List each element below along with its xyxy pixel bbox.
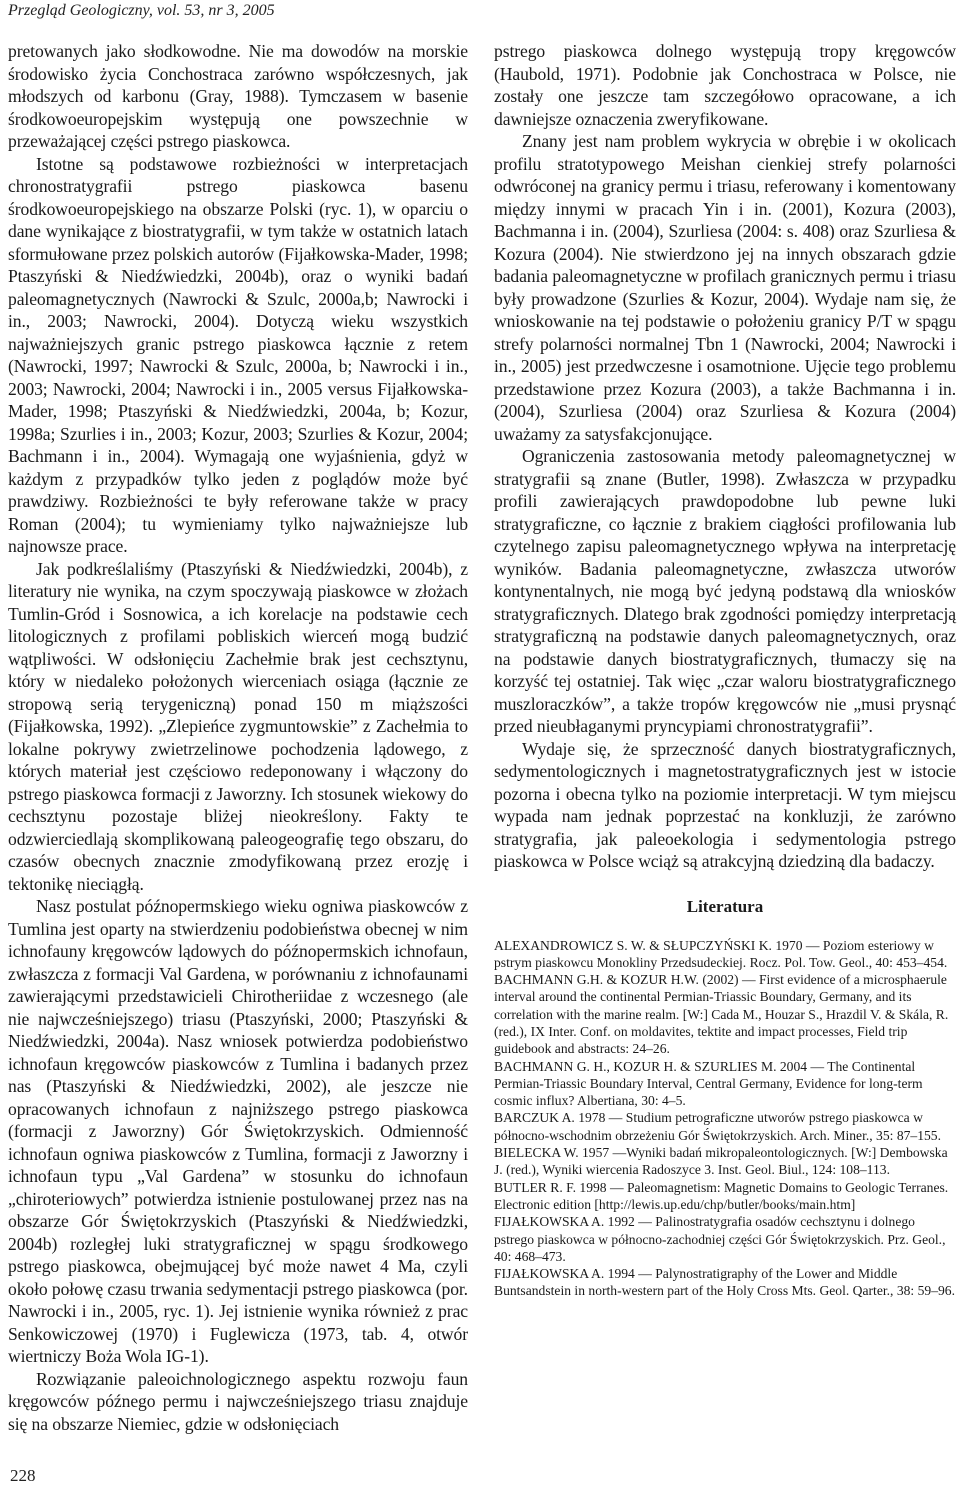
reference-item: BACHMANN G. H., KOZUR H. & SZURLIES M. 2004 — The Continental Permian-Triassic Boundary Interval, Central Germany, Evidence for long-term cosmic influx? Albertiana, 30: 4–5. bbox=[494, 1058, 923, 1109]
right-body bbox=[494, 40, 956, 873]
right-column bbox=[494, 40, 956, 1300]
paragraph: pstrego piaskowca dolnego występują tropy kręgowców (Haubold, 1971). Podobnie jak Conchostraca w Polsce, nie zostały one jeszcze tam szczegółowo opracowane, a ich dawniejsze oznaczenia zweryfikowane. bbox=[494, 41, 956, 129]
page-number: 228 bbox=[10, 1466, 36, 1485]
reference-item: FIJAŁKOWSKA A. 1994 — Palynostratigraphy of the Lower and Middle Buntsandstein in north-western part of the Holy Cross Mts. Geol. Qarter., 38: 59–96. bbox=[494, 1266, 955, 1299]
paragraph: Wydaje się, że sprzeczność danych biostratygraficznych, sedymentologicznych i magnetostratygraficznych jest w istocie pozorna i obecna tylko na poziomie interpretacji. W tym miejscu wypada nam jednak poprzestać na konkluzji, że zarówno stratygrafia, jak paleoekologia i sedymentologia pstrego piaskowca w Polsce wciąż są atrakcyjną dziedziną dla badaczy. bbox=[494, 738, 956, 871]
paragraph: Ograniczenia zastosowania metody paleomagnetycznej w stratygrafii są znane (Butler, 1998). Zwłaszcza w przypadku profili zawierających prawdopodobne lub pewne luki stratygraficzne, co łącznie z brakiem ciągłości profilowania lub czytelnego zapisu paleomagnetycznego wpływa na interpretację wyników. Badania paleomagnetyczne, zwłaszcza utworów kontynentalnych, nie mogą być jedyną podstawą dla wniosków stratygraficznych. Dlatego brak zgodności pomiędzy interpretacją stratygraficzną na podstawie danych paleomagnetycznych, oraz na podstawie danych biostratygraficznych, tłumaczy się na korzyść tej ostatniej. Tak więc „czar waloru biostratygraficznego muszloraczków”, a także tropów kręgowców nie „musi prysnąć przed nieubłaganymi pryncypiami chronostratygrafii”. bbox=[494, 446, 956, 736]
paragraph: Jak podkreślaliśmy (Ptaszyński & Niedźwiedzki, 2004b), z literatury nie wynika, na czym spoczywają piaskowce w złożach Tumlin-Gród i Sosnowica, a ich korelacje na podstawie cech litologicznych z profilami pobliskich wierceń mogą budzić wątpliwości. W odsłonięciu Zachełmie brak jest cechsztynu, który w niedaleko położonych wierceniach osiąga (łącznie ze stropową serią terygeniczną) ponad 150 m miąższości (Fijałkowska, 1992). „Zlepieńce zygmuntowskie” z Zachełmia to lokalne pokrywy zwietrzelinowe pochodzenia lądowego, z których materiał jest częściowo redeponowany i włączony do pstrego piaskowca formacji z Jaworzny. Ich stosunek wiekowy do cechsztynu pozostaje bliżej nieokreślony. Fakty te odzwierciedlają skomplikowaną paleogeografię tego obszaru, do czasów obecnych znacznie zmodyfikowaną przez erozję i tektonikę nieciągłą. bbox=[8, 558, 468, 894]
left-column bbox=[8, 40, 468, 1435]
paragraph: Istotne są podstawowe rozbieżności w interpretacjach chronostratygrafii pstrego piaskowca basenu środkowoeuropejskiego na obszarze Polski (ryc. 1), w oparciu o dane wynikające z biostratygrafii, w tym także w ostatnich latach sformułowane przez polskich autorów (Fijałkowska-Mader, 1998; Ptaszyński & Niedźwiedzki, 2004b), oraz o wyniki badań paleomagnetycznych (Nawrocki & Szulc, 2000a,b; Nawrocki i in., 2003; Nawrocki, 2004). Dotyczą wieku wszystkich najważniejszych granic pstrego piaskowca łącznie z retem (Nawrocki, 1997; Nawrocki & Szulc, 2000a, b; Nawrocki i in., 2003; Nawrocki, 2004; Nawrocki i in., 2005 versus Fijałkowska-Mader, 1998; Ptaszyński & Niedźwiedzki, 2004a, b; Kozur, 1998a; Szurlies i in., 2003; Kozur, 2003; Szurlies & Kozur, 2004; Bachmann i in., 2004). Wymagają one wyjaśnienia, gdyż w każdym z przypadków tylko jeden z poglądów może być prawdziwy. Rozbieżności te były referowane także w pracy Roman (2004); tu wymieniamy tylko najważniejsze lub najnowsze prace. bbox=[8, 153, 468, 556]
reference-item: BACHMANN G.H. & KOZUR H.W. (2002) — First evidence of a microsphaerule interval around the continental Permian-Triassic Boundary, Germany, and its correlation with the marine realm. [W:] Cada M., Houzar S., Hrazdil V. & Skála, R. (red.), IX Inter. Conf. on moldavites, tektite and impact processes, Field trip guidebook and abstracts: 24–26. bbox=[494, 972, 949, 1057]
reference-item: BIELECKA W. 1957 —Wyniki badań mikropaleontologicznych. [W:] Dembowska J. (red.), Wyniki wiercenia Radoszyce 3. Inst. Geol. Biul., 124: 108–113. bbox=[494, 1145, 948, 1178]
reference-item: BARCZUK A. 1978 — Studium petrograficzne utworów pstrego piaskowca w północno-wschodnim obrzeżeniu Gór Świętokrzyskich. Arch. Miner., 35: 87–155. bbox=[494, 1110, 942, 1143]
paragraph: pretowanych jako słodkowodne. Nie ma dowodów na morskie środowisko życia Conchostraca zarówno współczesnych, jak młodszych od karbonu (Gray, 1988). Tymczasem w basenie środkowoeuropejskim występują one powszechnie w przeważającej części pstrego piaskowca. bbox=[8, 41, 468, 151]
references-list bbox=[494, 937, 956, 1300]
reference-item: FIJAŁKOWSKA A. 1992 — Palinostratygrafia osadów cechsztynu i dolnego pstrego piaskowca w północno-zachodniej części Gór Świętokrzyskich. Prz. Geol., 40: 468–473. bbox=[494, 1214, 946, 1264]
reference-item: ALEXANDROWICZ S. W. & SŁUPCZYŃSKI K. 1970 — Poziom esteriowy w pstrym piaskowcu Monokliny Przedsudeckiej. Rocz. Pol. Tow. Geol., 40: 453–454. bbox=[494, 937, 948, 970]
paragraph: Rozwiązanie paleoichnologicznego aspektu rozwoju faun kręgowców późnego permu i najwcześniejszego triasu znajduje się na obszarze Niemiec, gdzie w odsłonięciach bbox=[8, 1368, 468, 1434]
literature-heading: Literatura bbox=[686, 896, 764, 916]
paragraph: Nasz postulat późnopermskiego wieku ogniwa piaskowców z Tumlina jest oparty na stwierdzeniu podobieństwa obecnej w nim ichnofauny kręgowców lądowych do późnopermskich ichnofaun, zwłaszcza z formacji Val Gardena, w porównaniu z ichnofaunami zawierającymi przedstawicieli Chirotheriidae z wczesnego (ale nie najwcześniejszego) triasu (Ptaszyński, 2000; Ptaszyński & Niedźwiedzki, 2004a). Nasz wniosek potwierdza podobieństwo ichnofaun kręgowców piaskowców z Tumlina i badanych przez nas (Ptaszyński & Niedźwiedzki, 2002), ale jeszcze nie opracowanych ichnofaun z najniższego pstrego piaskowca (formacji z Jaworzny) Gór Świętokrzyskich. Odmienność ichnofaun ogniwa piaskowców z Tumlina, formacji z Jaworzny i ichnofaun typu „Val Gardena” w stosunku do ichnofaun „chiroteriowych” potwierdza istnienie postulowanej przez nas na obszarze Gór Świętokrzyskich (Ptaszyński & Niedźwiedzki, 2004b) rozległej luki stratygraficznej w spągu środkowego pstrego piaskowca, obejmującej być może nawet 4 Ma, czyli około połowę czasu trwania sedymentacji pstrego piaskowca (por. Nawrocki i in., 2005, ryc. 1). Jej istnienie wynika również z prac Senkowiczowej (1970) i Fuglewicza (1973, tab. 4, otwór wiertniczy Boża Wola IG-1). bbox=[8, 896, 468, 1366]
journal-header: Przegląd Geologiczny, vol. 53, nr 3, 2005 bbox=[8, 2, 275, 19]
reference-item: BUTLER R. F. 1998 — Paleomagnetism: Magnetic Domains to Geologic Terranes. Electronic edition [http://lewis.up.edu/chp/butler/books/main.htm] bbox=[494, 1179, 949, 1212]
paragraph: Znany jest nam problem wykrycia w obrębie i w okolicach profilu stratotypowego Meishan cienkiej strefy polarności odwróconej na granicy permu i triasu, referowany i komentowany między innymi w pracach Yin i in. (2001), Kozura (2003), Bachmanna i in. (2004), Szurliesa (2004: s. 408) oraz Szurliesa & Kozura (2004). Nie stwierdzono jej na innych obszarach gdzie badania paleomagnetyczne w profilach granicznych permu i triasu były prowadzone (Szurlies & Kozur, 2004). Wydaje nam się, że wnioskowanie na tej podstawie o położeniu granicy P/T w spągu strefy polarności normalnej Tbn 1 (Nawrocki, 2004; Nawrocki i in., 2005) jest przedwczesne i osamotnione. Ujęcie tego problemu przedstawione przez Kozura (2003), a także Bachmanna i in. (2004), Szurliesa (2004) oraz Szurliesa & Kozura (2004) uważamy za satysfakcjonujące. bbox=[494, 131, 956, 444]
